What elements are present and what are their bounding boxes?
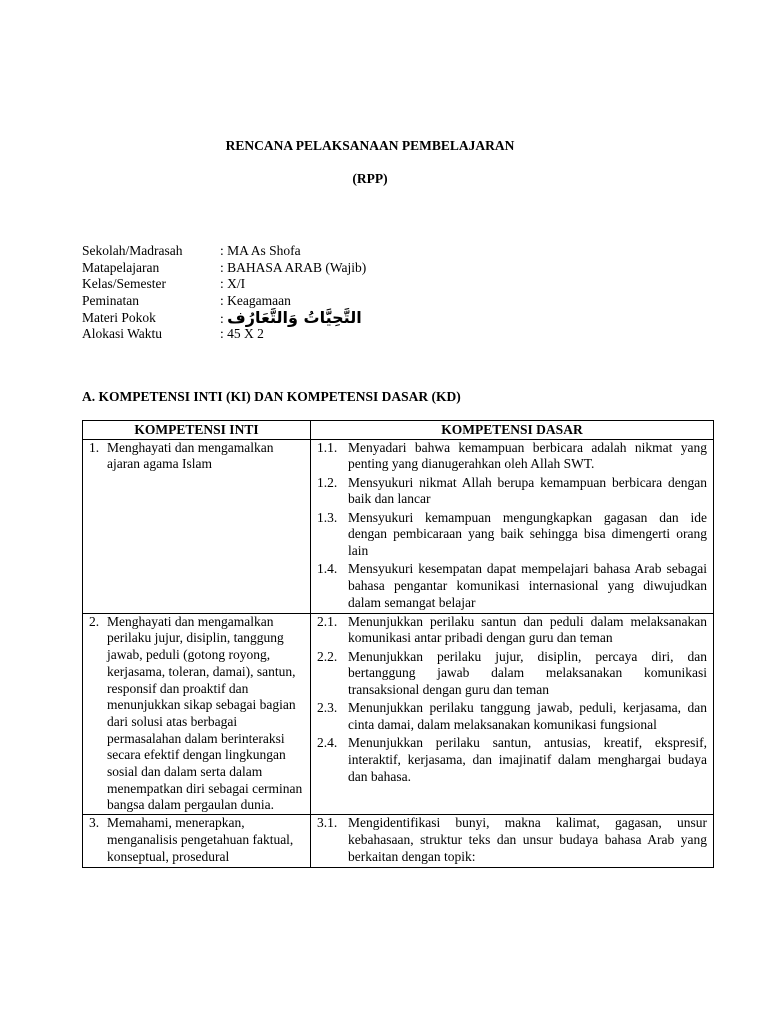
info-row-subject <box>82 260 366 277</box>
kd-number: 2.4. <box>317 735 338 751</box>
kd-item <box>317 735 707 785</box>
ki-text: Menghayati dan mengamalkan perilaku jujur, disiplin, tanggung jawab, peduli (gotong royong, kerjasama, toleran, damai), santun, responsif dan proaktif dan menunjukkan sikap sebagai bagian dari solusi atas berbagai permasalahan dalam berinteraksi secara efektif dengan lingkungan sosial dan dalam serta dalam menempatkan diri sebagai cerminan bangsa dalam pergaulan dunia. <box>107 613 303 813</box>
kd-item <box>317 700 707 733</box>
header-basic-competency: KOMPETENSI DASAR <box>311 421 714 440</box>
kd-text: Menunjukkan perilaku tanggung jawab, peduli, kerjasama, dan cinta damai, dalam melaksanakan komunikasi fungsional <box>348 700 707 732</box>
ki-cell <box>83 439 311 613</box>
kd-item <box>317 649 707 699</box>
kd-number: 1.2. <box>317 474 338 490</box>
kd-text: Mensyukuri nikmat Allah berupa kemampuan berbicara dengan baik dan lancar <box>348 474 707 507</box>
info-label: Matapelajaran <box>82 259 160 275</box>
document-subtitle: (RPP) <box>352 171 388 186</box>
info-label: Materi Pokok <box>82 309 156 325</box>
kd-item <box>317 475 707 508</box>
ki-text: Menghayati dan mengamalkan ajaran agama Islam <box>107 439 274 472</box>
kd-number: 2.2. <box>317 648 338 664</box>
arabic-topic-text: التَّحِيَّاتُ وَالتَّعَارُف <box>227 307 362 327</box>
info-value <box>220 307 362 327</box>
info-value: : BAHASA ARAB (Wajib) <box>220 259 367 275</box>
ki-number: 1. <box>89 439 100 455</box>
table-row <box>83 439 714 613</box>
info-value: : 45 X 2 <box>220 326 264 342</box>
kd-number: 1.4. <box>317 561 338 577</box>
kd-item <box>317 440 707 473</box>
ki-number: 3. <box>89 815 100 831</box>
identity-block <box>82 243 366 343</box>
kd-cell <box>311 439 714 613</box>
competency-table <box>82 420 714 868</box>
ki-cell <box>83 613 311 814</box>
info-label: Alokasi Waktu <box>82 326 163 342</box>
info-row-main-material <box>82 307 366 327</box>
kd-text: Mensyukuri kesempatan dapat mempelajari bahasa Arab sebagai bahasa pengantar komunikasi internasional yang diwujudkan dalam semangat belajar <box>348 561 707 610</box>
kd-text: Mengidentifikasi bunyi, makna kalimat, gagasan, unsur kebahasaan, struktur teks dan unsur budaya bahasa Arab yang berkaitan dengan topik: <box>348 815 707 864</box>
kd-item <box>317 510 707 560</box>
kd-text: Mensyukuri kemampuan mengungkapkan gagasan dan ide dengan pembicaraan yang baik sehingga bisa dimengerti orang lain <box>348 509 707 558</box>
ki-cell <box>83 815 311 868</box>
kd-cell <box>311 613 714 814</box>
kd-number: 3.1. <box>317 815 338 831</box>
ki-number: 2. <box>89 613 100 629</box>
kd-item <box>317 815 707 865</box>
section-heading: A. KOMPETENSI INTI (KI) DAN KOMPETENSI DASAR (KD) <box>82 389 461 404</box>
header-core-competency: KOMPETENSI INTI <box>83 421 311 440</box>
info-row-school <box>82 243 366 260</box>
info-value-prefix: : <box>220 310 228 326</box>
ki-text: Memahami, menerapkan, menganalisis pengetahuan faktual, konseptual, prosedural <box>107 815 294 864</box>
info-label: Peminatan <box>82 293 139 309</box>
table-row <box>83 613 714 814</box>
kd-text: Menunjukkan perilaku santun, antusias, kreatif, ekspresif, interaktif, kerjasama, dan imajinatif dalam menghargai budaya dan bahasa. <box>348 735 707 784</box>
kd-text: Menunjukkan perilaku jujur, disiplin, percaya diri, dan bertanggung jawab dalam melaksanakan komunikasi transaksional dengan guru dan teman <box>348 648 707 698</box>
kd-number: 1.3. <box>317 509 338 525</box>
kd-number: 2.3. <box>317 700 338 716</box>
info-value: : X/I <box>220 276 246 292</box>
kd-text: Menunjukkan perilaku santun dan peduli dalam melaksanakan komunikasi antar pribadi dengan guru dan teman <box>348 613 707 646</box>
info-row-time-allocation <box>82 326 366 343</box>
kd-item <box>317 614 707 647</box>
info-value: : MA As Shofa <box>220 243 301 258</box>
info-label: Sekolah/Madrasah <box>82 243 183 258</box>
kd-number: 1.1. <box>317 439 338 455</box>
info-label: Kelas/Semester <box>82 276 166 292</box>
table-header-row <box>83 421 714 440</box>
kd-number: 2.1. <box>317 613 338 629</box>
info-value: : Keagamaan <box>220 293 291 309</box>
document-title: RENCANA PELAKSANAAN PEMBELAJARAN <box>225 138 515 153</box>
info-row-class <box>82 276 366 293</box>
kd-text: Menyadari bahwa kemampuan berbicara adalah nikmat yang penting yang dianugerahkan oleh Allah SWT. <box>348 439 707 472</box>
kd-cell <box>311 815 714 868</box>
table-row <box>83 815 714 868</box>
kd-item <box>317 561 707 611</box>
